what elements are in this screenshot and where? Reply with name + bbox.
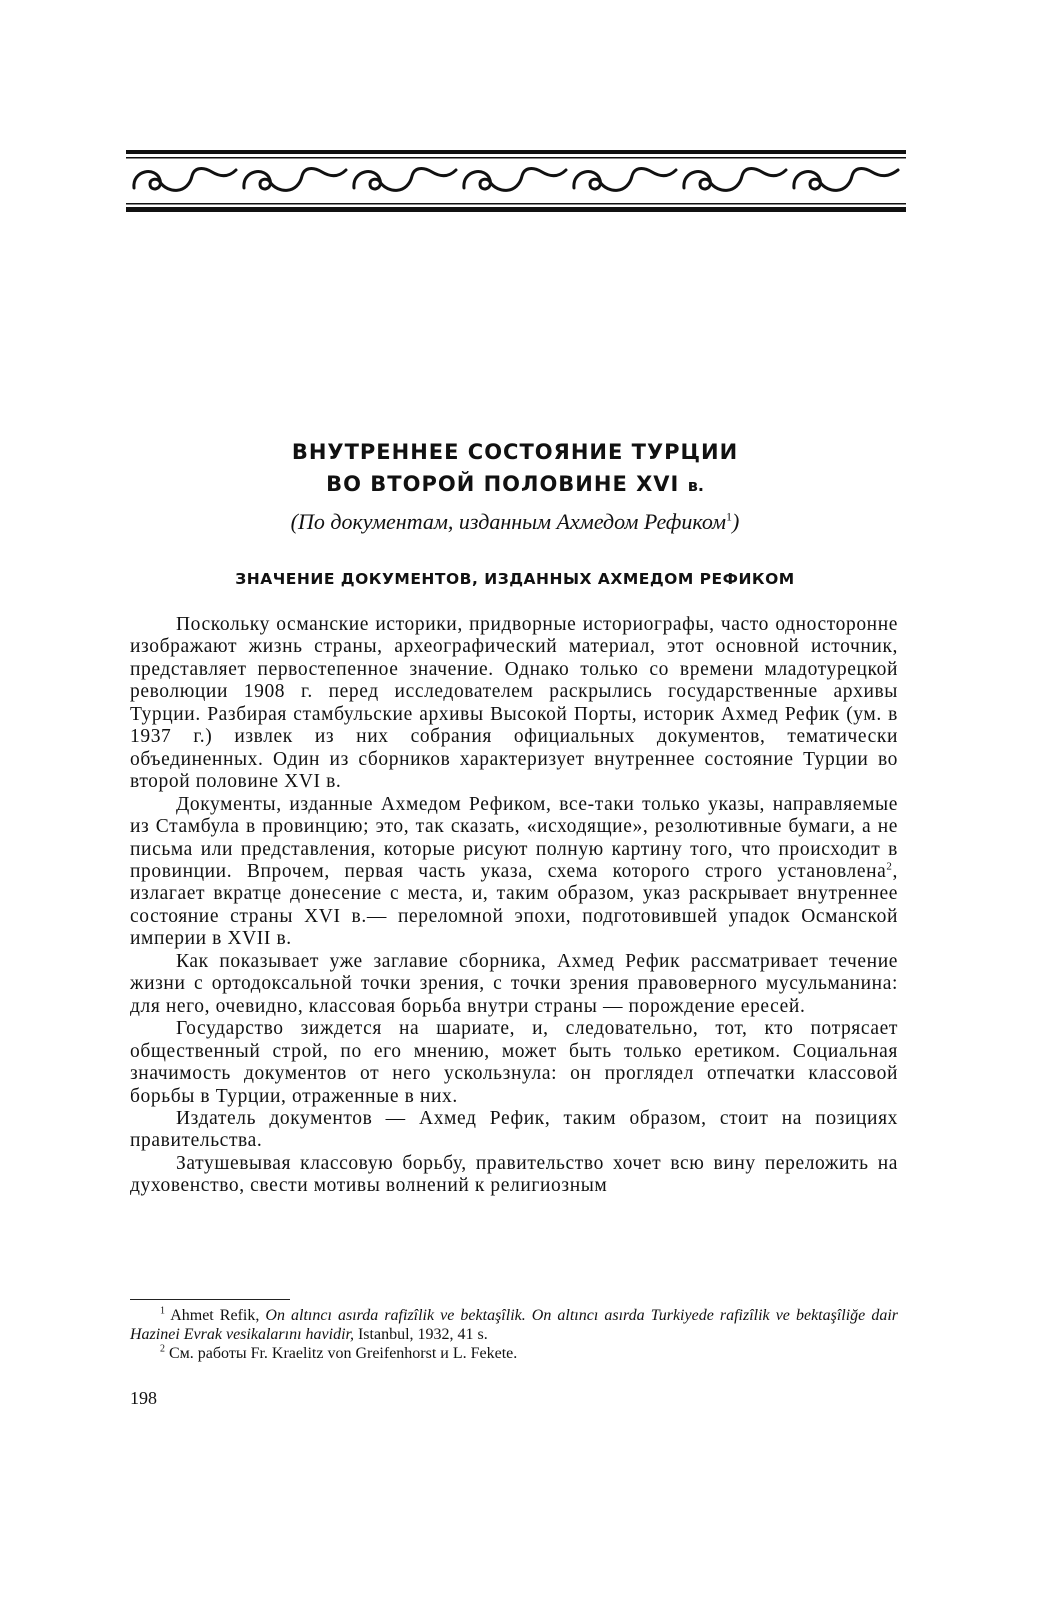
chapter-title-line-2-suffix: в. bbox=[687, 476, 704, 495]
paragraph-1: Поскольку османские историки, придворные историографы, часто односторонне изображают жизнь страны, археографический материал, этот основной источник, представляет первостепенное значение. Однако только со времени младотурецкой революции 1908 г. перед исследователем раскрылись государственные архивы Турции. Разбирая стамбульские архивы Высокой Порты, историк Ахмед Рефик (ум. в 1937 г.) извлек из них собрания официальных документов, тематически объединенных. Один из сборников характеризует внутреннее состояние Турции во второй половине XVI в. bbox=[130, 614, 898, 793]
footnote-2-number: 2 bbox=[160, 1343, 165, 1355]
section-heading: ЗНАЧЕНИЕ ДОКУМЕНТОВ, ИЗДАННЫХ АХМЕДОМ РЕФИКОМ bbox=[235, 570, 795, 588]
footnote-1-publication: Istanbul, 1932, 41 s. bbox=[357, 1326, 488, 1343]
paragraph-2-part-b: , излагает вкратце донесение с места, и, таким образом, указ раскрывает внутреннее состояние страны XVI в.— переломной эпохи, подготовившей упадок Османской империи в XVII в. bbox=[130, 860, 898, 950]
subtitle-close: ) bbox=[732, 509, 740, 534]
footnote-divider bbox=[130, 1299, 290, 1300]
chapter-title-line-1: ВНУТРЕННЕЕ СОСТОЯНИЕ ТУРЦИИ bbox=[291, 440, 739, 464]
chapter-title-line-2 bbox=[130, 472, 900, 496]
body-text bbox=[130, 614, 898, 1198]
header-ornament bbox=[126, 150, 906, 212]
paragraph-5: Издатель документов — Ахмед Рефик, таким образом, стоит на позициях правительства. bbox=[130, 1107, 898, 1152]
paragraph-2-part-a: Документы, изданные Ахмедом Рефиком, все-таки только указы, направляемые из Стамбула в провинцию; это, так сказать, «исходящие», резолютивные бумаги, а не письма или представления, которые рисуют полную картину того, что происходит в провинции. Впрочем, первая часть указа, схема которого строго установлена bbox=[130, 793, 898, 882]
footnote-1 bbox=[130, 1306, 898, 1344]
paragraph-6: Затушевывая классовую борьбу, правительство хочет всю вину переложить на духовенство, свести мотивы волнений к религиозным bbox=[130, 1152, 898, 1197]
subtitle-text: (По документам, изданным Ахмедом Рефиком bbox=[290, 509, 727, 534]
footnote-1-author: Ahmet Refik, bbox=[170, 1307, 260, 1324]
footnote-1-number: 1 bbox=[160, 1305, 165, 1317]
chapter-title-line-2-main: ВО ВТОРОЙ ПОЛОВИНЕ XVI bbox=[326, 472, 680, 496]
footnote-ref-2: 2 bbox=[886, 860, 893, 873]
footnote-2-text: См. работы Fr. Kraelitz von Greifenhorst и L. Fekete. bbox=[169, 1345, 518, 1362]
page-number: 198 bbox=[130, 1388, 157, 1408]
paragraph-3: Как показывает уже заглавие сборника, Ахмед Рефик рассматривает течение жизни с ортодоксальной точки зрения, с точки зрения правоверного мусульманина: для него, очевидно, классовая борьба внутри страны — порождение ересей. bbox=[130, 950, 898, 1017]
footnote-1-title: On altıncı asırda rafizîlik ve bektaşîlik. On altıncı asırda Turkiyede rafizîlik ve bektaşîliğe dair Hazinei Evrak vesikalarını havidir, bbox=[130, 1307, 899, 1343]
footnote-ref-1: 1 bbox=[726, 509, 733, 524]
chapter-subtitle bbox=[130, 509, 900, 535]
footnotes bbox=[130, 1306, 898, 1363]
paragraph-2 bbox=[130, 794, 898, 951]
footnote-2 bbox=[130, 1344, 898, 1363]
paragraph-4: Государство зиждется на шариате, и, следовательно, тот, кто потрясает общественный строй, по его мнению, может быть только еретиком. Социальная значимость документов от него ускользнула: он проглядел отпечатки классовой борьбы в Турции, отраженные в них. bbox=[130, 1018, 898, 1107]
